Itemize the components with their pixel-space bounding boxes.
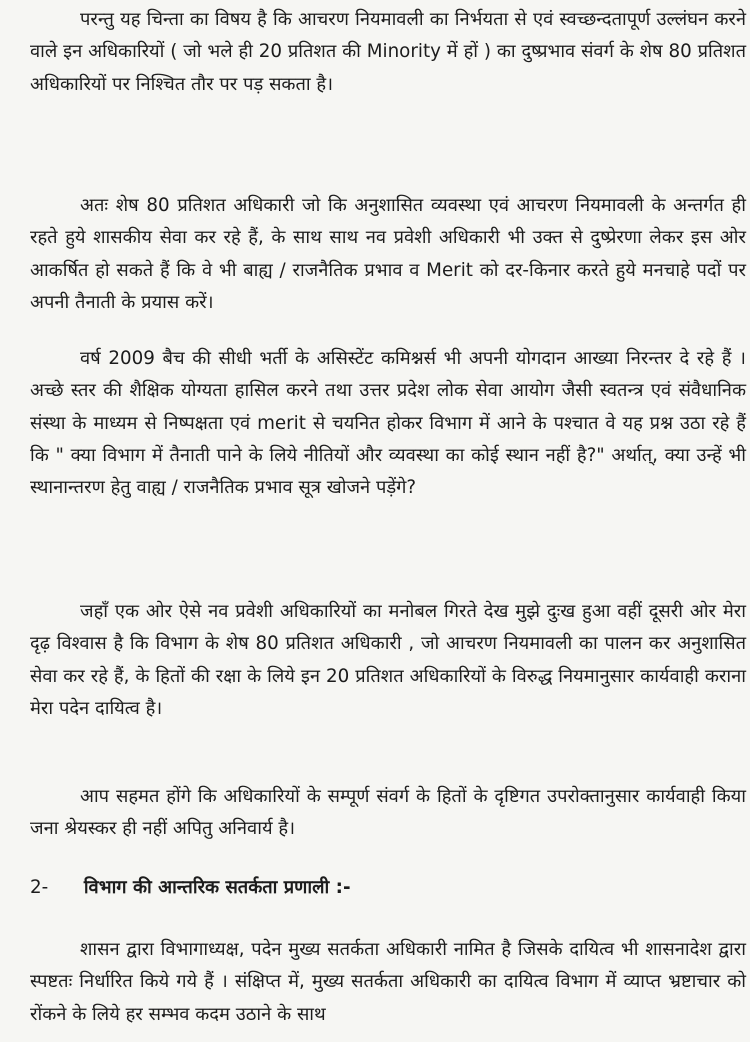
paragraph-1: परन्तु यह चिन्ता का विषय है कि आचरण नियमावली का निर्भयता से एवं स्वच्छन्दतापूर्ण उल्लंघन करने वाले इन अधिकारियों ( जो भले ही 20 प्रतिशत की Minority में हों ) का दुष्प्रभाव संवर्ग के शेष 80 प्रतिशत अधिकारियों पर निश्चित तौर पर पड़ सकता है।: [30, 9, 746, 95]
section-number: 2-: [30, 877, 49, 898]
paragraph-4: जहाँ एक ओर ऐसे नव प्रवेशी अधिकारियों का मनोबल गिरते देख मुझे दुःख हुआ वहीं दूसरी ओर मेरा दृढ़ विश्वास है कि विभाग के शेष 80 प्रतिशत अधिकारी , जो आचरण नियमावली का पालन कर अनुशासित सेवा कर रहे हैं, के हितों की रक्षा के लिये इन 20 प्रतिशत अधिकारियों के विरुद्ध नियमानुसार कार्यवाही कराना मेरा पदेन दायित्व है।: [30, 601, 746, 719]
section-title: विभाग की आन्तरिक सतर्कता प्रणाली :-: [83, 877, 351, 898]
paragraph-3: वर्ष 2009 बैच की सीधी भर्ती के असिस्टेंट कमिश्नर्स भी अपनी योगदान आख्या निरन्तर दे रहे हैं । अच्छे स्तर की शैक्षिक योग्यता हासिल करने तथा उत्तर प्रदेश लोक सेवा आयोग जैसी स्वतन्त्र एवं संवैधानिक संस्था के माध्यम से निष्पक्षता एवं merit से चयनित होकर विभाग में आने के पश्चात वे यह प्रश्न उठा रहे हैं कि " क्या विभाग में तैनाती पाने के लिये नीतियों और व्यवस्था का कोई स्थान नहीं है?" अर्थात्, क्या उन्हें भी स्थानान्तरण हेतु वाह्य / राजनैतिक प्रभाव सूत्र खोजने पड़ेंगे?: [30, 348, 746, 499]
section-heading: [30, 874, 746, 902]
paragraph-5: आप सहमत होंगे कि अधिकारियों के सम्पूर्ण संवर्ग के हितों के दृष्टिगत उपरोक्तानुसार कार्यवाही किया जना श्रेयस्कर ही नहीं अपितु अनिवार्य है।: [30, 786, 746, 840]
paragraph-6: शासन द्वारा विभागाध्यक्ष, पदेन मुख्य सतर्कता अधिकारी नामित है जिसके दायित्व भी शासनादेश द्वारा स्पष्टतः निर्धारित किये गये हैं । संक्षिप्त में, मुख्य सतर्कता अधिकारी का दायित्व विभाग में व्याप्त भ्रष्टाचार को रोंकने के लिये हर सम्भव कदम उठाने के साथ: [30, 939, 746, 1025]
paragraph-2: अतः शेष 80 प्रतिशत अधिकारी जो कि अनुशासित व्यवस्था एवं आचरण नियमावली के अन्तर्गत ही रहते हुये शासकीय सेवा कर रहे हैं, के साथ साथ नव प्रवेशी अधिकारी भी उक्त से दुष्प्रेरणा लेकर इस ओर आकर्षित हो सकते हैं कि वे भी बाह्य / राजनैतिक प्रभाव व Merit को दर-किनार करते हुये मनचाहे पदों पर अपनी तैनाती के प्रयास करें।: [30, 195, 746, 313]
